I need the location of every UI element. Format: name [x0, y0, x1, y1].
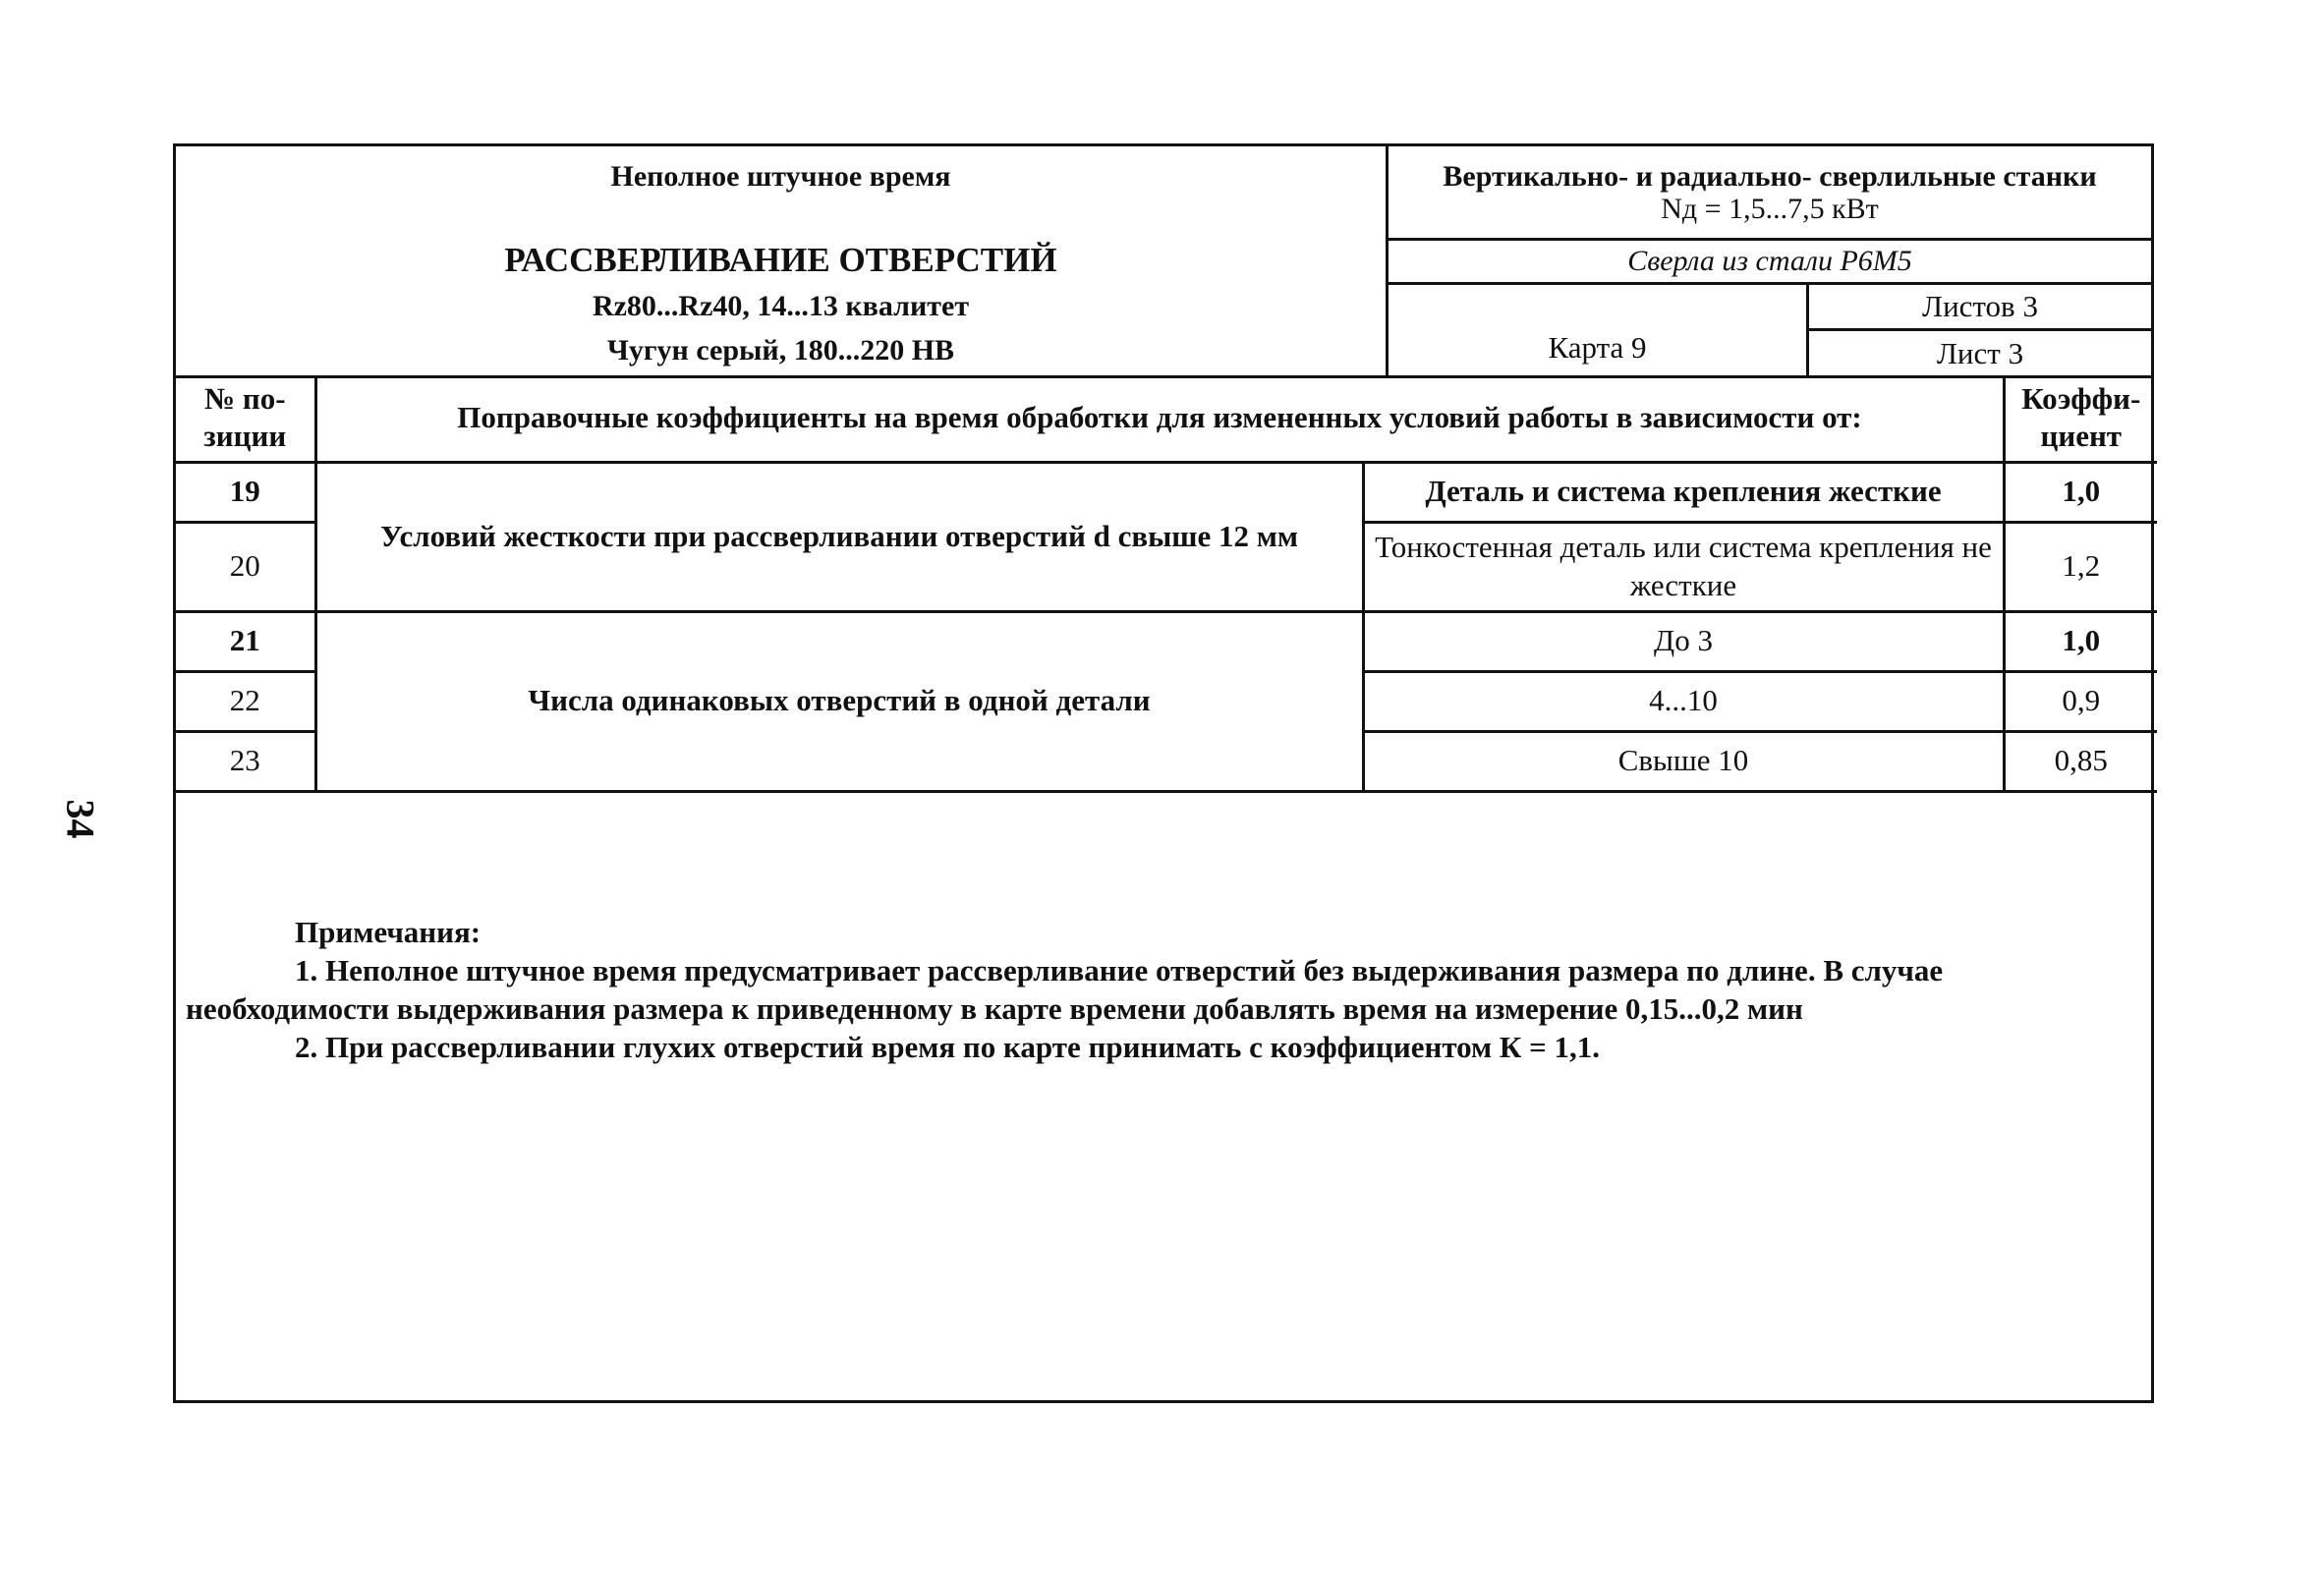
coefficient-cell: 1,0 — [2004, 462, 2157, 522]
position-cell: 20 — [176, 522, 315, 611]
machines-cell — [1389, 146, 2151, 241]
correction-coefficients-table — [176, 375, 2157, 793]
table-row — [176, 611, 2157, 671]
group-label-cell: Числа одинаковых отверстий в одной детали — [315, 611, 1363, 791]
operation-title: РАССВЕРЛИВАНИЕ ОТВЕРСТИЙ — [504, 241, 1057, 279]
note-2: 2. При рассверливании глухих отверстий время по карте принимать с коэффициентом К = 1,1. — [295, 1030, 1601, 1064]
group-label-cell: Условий жесткости при рассверливании отверстий d свыше 12 мм — [315, 462, 1363, 611]
roughness-quality: Rz80...Rz40, 14...13 квалитет — [592, 290, 970, 322]
table-row — [176, 462, 2157, 522]
coefficient-header: Коэффи- циент — [2004, 375, 2157, 462]
position-cell: 23 — [176, 731, 315, 791]
machine-info-block — [1389, 146, 2151, 375]
notes-title: Примечания: — [295, 915, 482, 949]
material: Чугун серый, 180...220 НВ — [606, 334, 955, 367]
position-cell: 22 — [176, 671, 315, 731]
notes-section — [186, 913, 2141, 1066]
tool-cell — [1389, 241, 2151, 285]
page-number: 34 — [58, 799, 103, 839]
table-header-row — [176, 375, 2157, 462]
condition-cell: Свыше 10 — [1363, 731, 2004, 791]
card-number: Карта 9 — [1548, 330, 1647, 365]
card-header — [176, 146, 2151, 378]
sheets-count-cell — [1809, 285, 2151, 331]
time-type-label: Неполное штучное время — [610, 160, 951, 193]
coefficient-cell: 1,0 — [2004, 611, 2157, 671]
position-cell: 19 — [176, 462, 315, 522]
coefficient-cell: 0,9 — [2004, 671, 2157, 731]
card-number-cell — [1389, 285, 1809, 375]
operation-title-block — [176, 146, 1389, 375]
position-cell: 21 — [176, 611, 315, 671]
description-header: Поправочные коэффициенты на время обработки для измененных условий работы в зависимости от: — [315, 375, 2004, 462]
condition-cell: 4...10 — [1363, 671, 2004, 731]
power-label: Nд = 1,5...7,5 кВт — [1661, 192, 1879, 225]
time-card-frame — [173, 143, 2154, 1403]
sheet-number-cell — [1809, 331, 2151, 375]
sheet-number: Лист 3 — [1936, 335, 2024, 370]
condition-cell: Тонкостенная деталь или система крепления не жесткие — [1363, 522, 2004, 611]
note-1-line-1: 1. Неполное штучное время предусматривает рассверливание отверстий без выдерживания размера по длине. В случае — [295, 953, 1944, 988]
coefficient-cell: 0,85 — [2004, 731, 2157, 791]
condition-cell: Деталь и система крепления жесткие — [1363, 462, 2004, 522]
sheets-count: Листов 3 — [1922, 289, 2038, 323]
machines-label: Вертикально- и радиально- сверлильные станки — [1443, 159, 2097, 193]
coefficient-cell: 1,2 — [2004, 522, 2157, 611]
position-header: № по- зиции — [176, 375, 315, 462]
condition-cell: До 3 — [1363, 611, 2004, 671]
note-1-line-2: необходимости выдерживания размера к приведенному в карте времени добавлять время на измерение 0,15...0,2 мин — [186, 991, 1803, 1026]
tool-label: Сверла из стали Р6М5 — [1627, 245, 1912, 277]
